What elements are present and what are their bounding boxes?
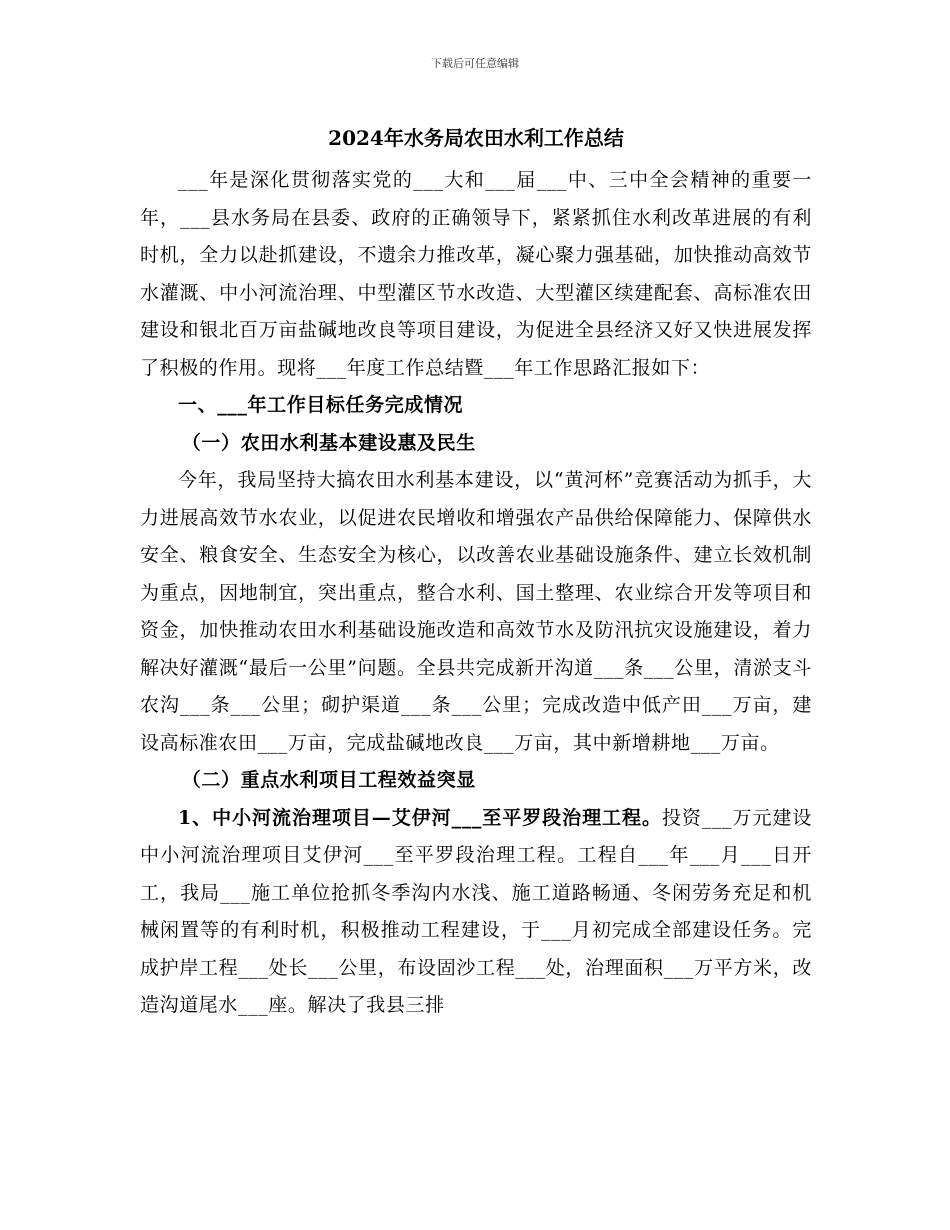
section-heading-1: 一、___年工作目标任务完成情况: [178, 394, 464, 416]
document-body: [140, 118, 812, 1025]
subsection-1-paragraph: 今年，我局坚持大搞农田水利基本建设，以“黄河杯”竞赛活动为抓手，大力进展高效节水农业，以促进农民增收和增强农产品供给保障能力、保障供水安全、粮食安全、生态安全为核心，以改善农业基础设施条件、建立长效机制为重点，因地制宜，突出重点，整合水利、国土整理、农业综合开发等项目和资金，加快推动农田水利基础设施改造和高效节水及防汛抗灾设施建设，着力解决好灌溉“最后一公里”问题。全县共完成新开沟道___条___公里，清淤支斗农沟___条___公里；砌护渠道___条___公里；完成改造中低产田___万亩，建设高标准农田___万亩，完成盐碱地改良___万亩，其中新增耕地___万亩。: [140, 469, 812, 754]
item-1-lead: 1、中小河流治理项目—艾伊河___至平罗段治理工程。: [178, 806, 662, 829]
item-1-body: 投资___万元建设中小河流治理项目艾伊河___至平罗段治理工程。工程自___年___月___日开工，我局___施工单位抢抓冬季沟内水浅、施工道路畅通、冬闲劳务充足和机械闲置等的有利时机，积极推动工程建设，于___月初完成全部建设任务。完成护岸工程___处长___公里，布设固沙工程___处，治理面积___万平方米，改造沟道尾水___座。解决了我县三排: [140, 806, 812, 1016]
document-title: 2024年水务局农田水利工作总结: [328, 126, 624, 150]
subsection-heading-1: （一）农田水利基本建设惠及民生: [181, 431, 476, 454]
intro-paragraph: ___年是深化贯彻落实党的___大和___届___中、三中全会精神的重要一年，___县水务局在县委、政府的正确领导下，紧紧抓住水利改革进展的有利时机，全力以赴抓建设，不遗余力推改革，凝心聚力强基础，加快推动高效节水灌溉、中小河流治理、中型灌区节水改造、大型灌区续建配套、高标准农田建设和银北百万亩盐碱地改良等项目建设，为促进全县经济又好又快进展发挥了积极的作用。现将___年度工作总结暨___年工作思路汇报如下：: [140, 169, 812, 379]
subsection-heading-2: （二）重点水利项目工程效益突显: [181, 769, 476, 791]
item-1-paragraph: [140, 800, 812, 1025]
page-header-note: 下载后可任意编辑: [431, 57, 519, 70]
